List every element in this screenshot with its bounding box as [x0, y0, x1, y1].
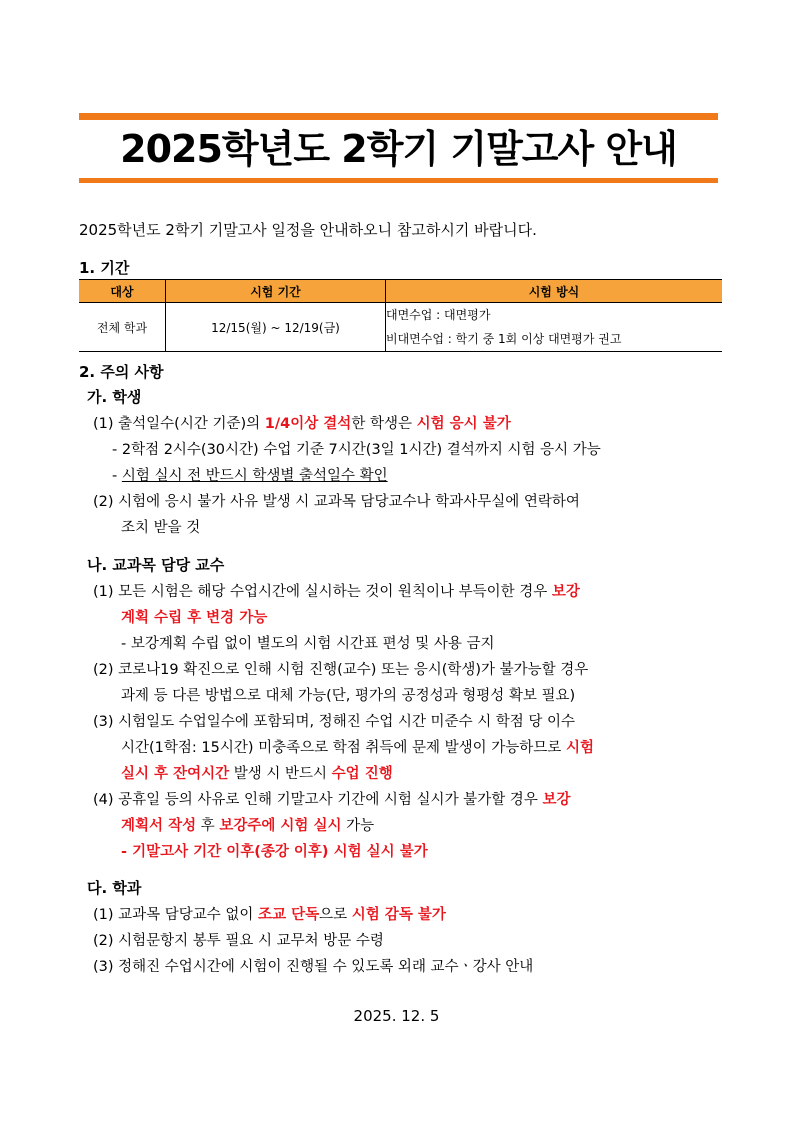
list-subitem: - 시험 실시 전 반드시 학생별 출석일수 확인: [112, 468, 388, 484]
document-date: 2025. 12. 5: [353, 1007, 440, 1025]
list-subitem: - 2학점 2시수(30시간) 수업 기준 7시간(3일 1시간) 결석까지 시험 응시 가능: [112, 442, 601, 458]
list-item-continuation: 계획 수립 후 변경 가능: [121, 610, 268, 626]
cell-method: [386, 303, 723, 352]
method-line: 비대면수업 : 학기 중 1회 이상 대면평가 권고: [386, 332, 622, 346]
subsection-professor-heading: 나. 교과목 담당 교수: [87, 556, 225, 574]
page-title: 2025학년도 2학기 기말고사 안내: [120, 127, 677, 171]
list-item-continuation: 조치 받을 것: [121, 520, 201, 536]
title-bottom-bar: [79, 178, 718, 183]
list-item: (1) 교과목 담당교수 없이 조교 단독으로 시험 감독 불가: [93, 907, 446, 923]
section-notes-heading: 2. 주의 사항: [79, 363, 164, 381]
list-item: (2) 시험문항지 봉투 필요 시 교무처 방문 수령: [93, 933, 384, 949]
list-item: (1) 모든 시험은 해당 수업시간에 실시하는 것이 원칙이나 부득이한 경우 보강: [93, 584, 580, 600]
list-subitem: - 기말고사 기간 이후(종강 이후) 시험 실시 불가: [121, 844, 428, 860]
list-item-continuation: 시간(1학점: 15시간) 미충족으로 학점 취득에 문제 발생이 가능하므로 시험: [121, 740, 594, 756]
header-period: 시험 기간: [166, 280, 386, 303]
cell-period: 12/15(월) ~ 12/19(금): [166, 303, 386, 352]
table-header-row: [79, 280, 722, 303]
intro-text: 2025학년도 2학기 기말고사 일정을 안내하오니 참고하시기 바랍니다.: [79, 221, 537, 239]
table-row: [79, 303, 722, 352]
list-item-continuation: 계획서 작성 후 보강주에 시험 실시 가능: [121, 818, 375, 834]
list-item: (3) 정해진 수업시간에 시험이 진행될 수 있도록 외래 교수ㆍ강사 안내: [93, 959, 534, 975]
list-item-continuation: 실시 후 잔여시간 발생 시 반드시 수업 진행: [121, 766, 393, 782]
list-item: (4) 공휴일 등의 사유로 인해 기말고사 기간에 시험 실시가 불가할 경우 보강: [93, 792, 571, 808]
header-method: 시험 방식: [386, 280, 723, 303]
list-item: (2) 시험에 응시 불가 사유 발생 시 교과목 담당교수나 학과사무실에 연락하여: [93, 494, 580, 510]
title-top-bar: [79, 113, 718, 120]
method-line: 대면수업 : 대면평가: [386, 308, 491, 322]
list-item: (2) 코로나19 확진으로 인해 시험 진행(교수) 또는 응시(학생)가 불가능할 경우: [93, 662, 589, 678]
subsection-department-heading: 다. 학과: [87, 879, 142, 897]
list-subitem: - 보강계획 수립 없이 별도의 시험 시간표 편성 및 사용 금지: [121, 636, 495, 652]
list-item-continuation: 과제 등 다른 방법으로 대체 가능(단, 평가의 공정성과 형평성 확보 필요): [121, 688, 576, 704]
list-item: (1) 출석일수(시간 기준)의 1/4이상 결석한 학생은 시험 응시 불가: [93, 416, 511, 432]
section-period-heading: 1. 기간: [79, 259, 130, 277]
title-banner: [79, 113, 718, 183]
list-item: (3) 시험일도 수업일수에 포함되며, 정해진 수업 시간 미준수 시 학점 당 이수: [93, 714, 576, 730]
header-target: 대상: [79, 280, 166, 303]
cell-target: 전체 학과: [79, 303, 166, 352]
subsection-students-heading: 가. 학생: [87, 388, 142, 406]
schedule-table: [79, 279, 722, 352]
